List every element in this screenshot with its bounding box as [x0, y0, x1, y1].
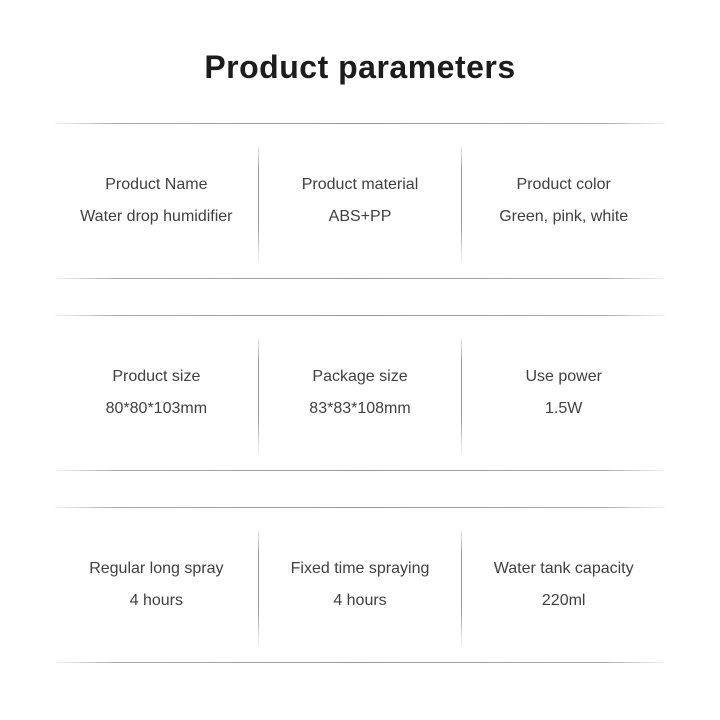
spec-value: 83*83*108mm: [309, 400, 411, 417]
spec-label: Product color: [516, 176, 611, 194]
header: [0, 0, 720, 123]
spec-value: 80*80*103mm: [105, 400, 208, 417]
page-title: Product parameters: [204, 49, 516, 85]
cell-use-power: [462, 316, 665, 470]
spec-label: Package size: [312, 368, 408, 386]
spec-label: Fixed time spraying: [290, 560, 430, 578]
spec-table: [55, 123, 665, 663]
spec-label: Product size: [112, 368, 201, 386]
cell-product-color: [462, 124, 665, 278]
spec-label: Use power: [525, 368, 602, 386]
cell-product-material: [259, 124, 462, 278]
spec-row-1: [55, 124, 665, 278]
spec-value: ABS+PP: [328, 208, 392, 225]
spec-value: 4 hours: [129, 592, 184, 609]
cell-fixed-time-spraying: [259, 508, 462, 662]
spec-value: 220ml: [541, 592, 586, 609]
cell-package-size: [259, 316, 462, 470]
row-gap: [55, 279, 665, 315]
cell-regular-long-spray: [55, 508, 258, 662]
spec-value: 1.5W: [545, 400, 583, 417]
spec-row-3: [55, 508, 665, 662]
spec-label: Product material: [301, 176, 419, 194]
horizontal-divider: [55, 662, 665, 663]
cell-product-size: [55, 316, 258, 470]
spec-value: Water drop humidifier: [80, 208, 233, 225]
cell-water-tank-capacity: [462, 508, 665, 662]
spec-label: Regular long spray: [89, 560, 224, 578]
spec-label: Water tank capacity: [493, 560, 634, 578]
spec-value: Green, pink, white: [499, 208, 629, 225]
spec-row-2: [55, 316, 665, 470]
spec-label: Product Name: [105, 176, 208, 194]
row-gap: [55, 471, 665, 507]
spec-value: 4 hours: [333, 592, 387, 609]
cell-product-name: [55, 124, 258, 278]
